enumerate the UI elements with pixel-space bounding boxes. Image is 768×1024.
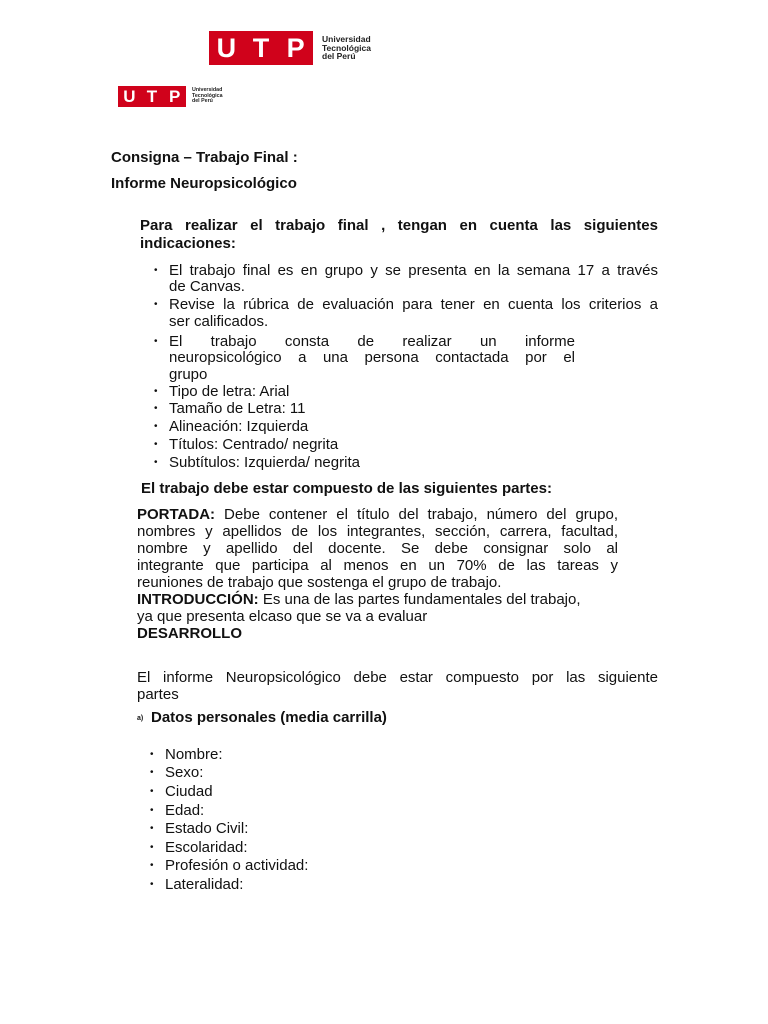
indication-item: • Subtítulos: Izquierda/ negrita [169, 454, 360, 471]
utp-logo-box [118, 86, 186, 107]
document-subtitle: Informe Neuropsicológico [111, 175, 297, 192]
logo-name-line: del Perú [192, 98, 213, 105]
introduccion-label: INTRODUCCIÓN: [137, 591, 259, 608]
introduccion-line [137, 591, 581, 608]
indication-item-cont: grupo [169, 366, 208, 383]
logo-letter-p: P [286, 32, 305, 63]
indication-item: • Tamaño de Letra: 11 [169, 400, 305, 417]
logo-university-name [192, 88, 223, 105]
portada-line: integrante que participa al menos en un 70% de las tareas y [137, 557, 618, 574]
parts-heading: El trabajo debe estar compuesto de las siguientes partes: [141, 480, 552, 497]
intro-line: indicaciones: [140, 235, 236, 252]
datos-item: • Ciudad [165, 783, 213, 800]
logo-divider [316, 31, 318, 65]
logo-name-line: del Perú [322, 51, 356, 62]
datos-item: • Estado Civil: [165, 820, 248, 837]
desarrollo-label: DESARROLLO [137, 625, 242, 642]
introduccion-line: ya que presenta elcaso que se va a evaluar [137, 608, 428, 625]
logo-name-line: Tecnológica [322, 42, 371, 53]
indication-item-cont: neuropsicológico a una persona contactada por el [169, 349, 575, 366]
portada-text: Debe contener el título del trabajo, número del grupo, [215, 506, 618, 523]
indication-item-cont: de Canvas. [169, 278, 245, 295]
indication-item: • Revise la rúbrica de evaluación para tener en cuenta los criterios a [169, 296, 658, 313]
indication-item: • El trabajo consta de realizar un informe [169, 333, 575, 350]
indication-item: • Títulos: Centrado/ negrita [169, 436, 338, 453]
portada-line: nombre y apellido del docente. Se debe consignar solo al [137, 540, 618, 557]
introduccion-text: Es una de las partes fundamentales del trabajo, [258, 591, 581, 608]
logo-letter-u: U [216, 32, 237, 63]
logo-letter-p: P [168, 86, 181, 106]
logo-letter-t: T [146, 86, 158, 106]
indication-item: • Tipo de letra: Arial [169, 383, 289, 400]
logo-university-name [322, 35, 371, 62]
datos-item: • Profesión o actividad: [165, 857, 308, 874]
logo-name-line: Universidad [192, 87, 223, 94]
utp-logo-box [209, 31, 313, 65]
datos-item: • Lateralidad: [165, 876, 243, 893]
desarrollo-line: partes [137, 686, 179, 703]
datos-item: • Nombre: [165, 746, 223, 763]
portada-label: PORTADA: [137, 506, 216, 523]
datos-item: • Sexo: [165, 764, 203, 781]
datos-item: • Edad: [165, 802, 204, 819]
datos-item: • Escolaridad: [165, 839, 248, 856]
logo-name-line: Universidad [322, 33, 371, 44]
intro-line: Para realizar el trabajo final , tengan en cuenta las siguientes [140, 217, 658, 234]
portada-line [137, 506, 618, 523]
utp-logo-large [209, 31, 371, 65]
portada-line: nombres y apellidos de los integrantes, sección, carrera, facultad, [137, 523, 618, 540]
datos-title: Datos personales (media carrilla) [151, 709, 387, 726]
logo-letter-u: U [123, 86, 136, 106]
logo-name-line: Tecnológica [192, 92, 223, 99]
logo-letter-t: T [252, 32, 270, 63]
datos-marker: a) [137, 715, 144, 722]
indication-item-cont: ser calificados. [169, 313, 269, 330]
indication-item: • El trabajo final es en grupo y se presenta en la semana 17 a través [169, 262, 658, 279]
desarrollo-line: El informe Neuropsicológico debe estar compuesto por las siguiente [137, 669, 658, 686]
logo-divider [188, 86, 189, 107]
document-title: Consigna – Trabajo Final : [111, 149, 298, 166]
indication-item: • Alineación: Izquierda [169, 418, 308, 435]
utp-logo-small [118, 86, 223, 107]
portada-line: reuniones de trabajo que sostenga el grupo de trabajo. [137, 574, 502, 591]
